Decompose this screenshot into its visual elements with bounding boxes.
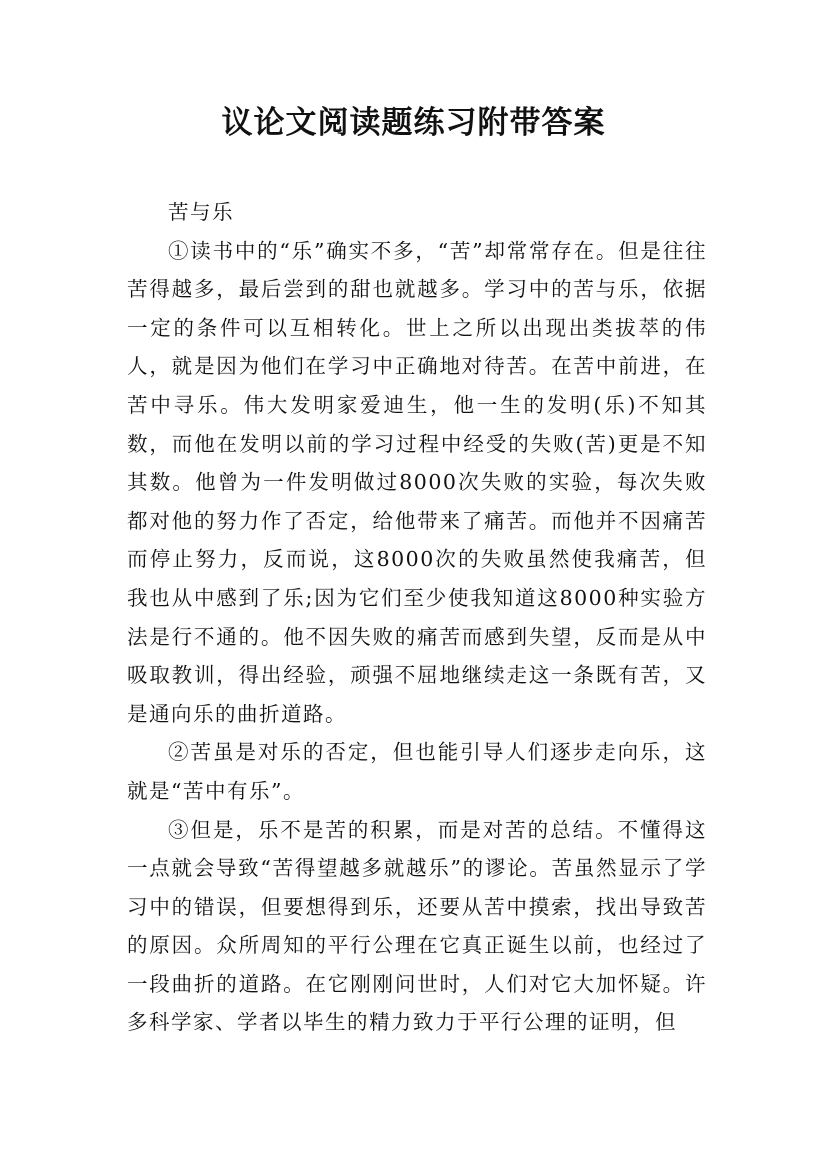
paragraph-2: ②苦虽是对乐的否定，但也能引导人们逐步走向乐，这就是“苦中有乐”。 — [127, 740, 707, 803]
document-title: 议论文阅读题练习附带答案 — [221, 105, 606, 141]
paragraph-1: ①读书中的“乐”确实不多，“苦”却常常存在。但是往往苦得越多，最后尝到的甜也就越多。学习中的苦与乐，依据一定的条件可以互相转化。世上之所以出现出类拔萃的伟人，就是因为他们在学习中正确地对待苦。在苦中前进，在苦中寻乐。伟大发明家爱迪生，他一生的发明(乐)不知其数，而他在发明以前的学习过程中经受的失败(苦)更是不知其数。他曾为一件发明做过8000次失败的实验，每次失败都对他的努力作了否定，给他带来了痛苦。而他并不因痛苦而停止努力，反而说，这8000次的失败虽然使我痛苦，但我也从中感到了乐;因为它们至少使我知道这8000种实验方法是行不通的。他不因失败的痛苦而感到失望，反而是从中吸取教训，得出经验，顽强不屈地继续走这一条既有苦，又是通向乐的曲折道路。 — [127, 238, 707, 726]
essay-heading: 苦与乐 — [168, 200, 234, 224]
essay-body — [127, 193, 707, 1042]
paragraph-3: ③但是，乐不是苦的积累，而是对苦的总结。不懂得这一点就会导致“苦得望越多就越乐”的谬论。苦虽然显示了学习中的错误，但要想得到乐，还要从苦中摸索，找出导致苦的原因。众所周知的平行公理在它真正诞生以前，也经过了一段曲折的道路。在它刚刚问世时，人们对它大加怀疑。许多科学家、学者以毕生的精力致力于平行公理的证明，但 — [127, 817, 707, 1035]
